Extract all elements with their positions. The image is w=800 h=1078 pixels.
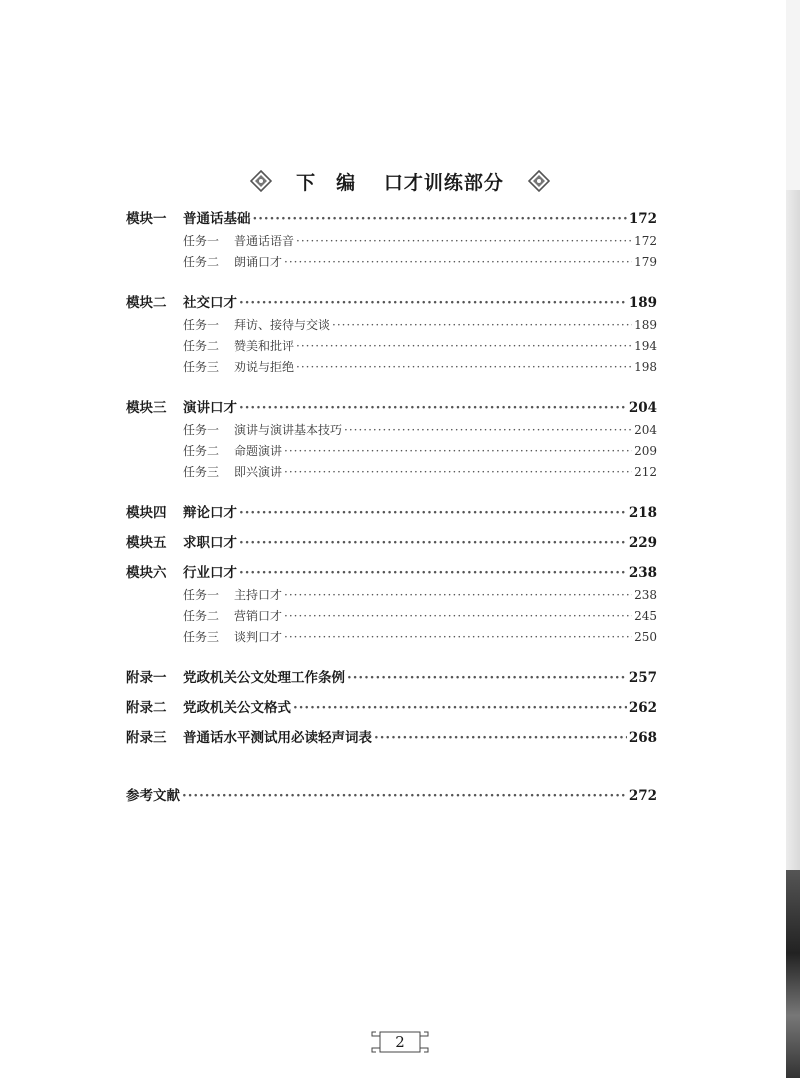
task-number: 任务三 <box>183 360 220 374</box>
task-title: 营销口才 <box>234 609 283 623</box>
leader-dots <box>284 585 632 606</box>
toc-task[interactable] <box>126 585 657 606</box>
page-edge-dark-texture <box>786 870 800 1078</box>
task-title: 赞美和批评 <box>234 339 295 353</box>
module-page: 229 <box>628 535 657 551</box>
leader-dots <box>296 357 632 378</box>
module-number: 模块四 <box>126 505 167 521</box>
task-number: 任务一 <box>183 588 220 602</box>
toc-module-5[interactable] <box>126 531 657 555</box>
task-page: 209 <box>634 444 657 458</box>
module-page: 218 <box>628 505 657 521</box>
appendix-title: 普通话水平测试用必读轻声词表 <box>183 730 372 746</box>
module-number: 模块三 <box>126 400 167 416</box>
module-number: 模块一 <box>126 211 167 227</box>
task-number: 任务二 <box>183 339 220 353</box>
task-number: 任务二 <box>183 609 220 623</box>
task-number: 任务三 <box>183 465 220 479</box>
toc-task[interactable] <box>126 315 657 336</box>
appendix-number: 附录一 <box>126 670 167 686</box>
appendix-number: 附录二 <box>126 700 167 716</box>
toc-appendix-1[interactable] <box>126 666 657 690</box>
task-page: 172 <box>634 234 657 248</box>
leader-dots <box>284 252 632 273</box>
page-number <box>368 1030 432 1054</box>
task-page: 189 <box>634 318 657 332</box>
leader-dots <box>347 666 627 690</box>
leader-dots <box>284 627 632 648</box>
module-title: 行业口才 <box>183 565 237 581</box>
appendix-page: 257 <box>628 670 657 686</box>
task-page: 250 <box>634 630 657 644</box>
leader-dots <box>293 696 627 720</box>
references-page: 272 <box>628 788 657 804</box>
task-title: 劝说与拒绝 <box>234 360 295 374</box>
toc-module-2[interactable] <box>126 291 657 315</box>
task-page: 245 <box>634 609 657 623</box>
task-page: 212 <box>634 465 657 479</box>
task-number: 任务一 <box>183 318 220 332</box>
appendix-page: 262 <box>628 700 657 716</box>
toc-task[interactable] <box>126 462 657 483</box>
leader-dots <box>284 606 632 627</box>
toc-task[interactable] <box>126 252 657 273</box>
toc-task[interactable] <box>126 231 657 252</box>
left-ornament-icon <box>250 170 272 192</box>
task-title: 命题演讲 <box>234 444 283 458</box>
module-title: 普通话基础 <box>183 211 251 227</box>
task-number: 任务三 <box>183 630 220 644</box>
page-edge-shadow <box>786 0 800 1078</box>
section-header <box>250 166 550 196</box>
toc-module-6[interactable] <box>126 561 657 585</box>
section-title <box>286 168 514 195</box>
section-part-label: 下 编 <box>296 171 357 194</box>
task-title: 拜访、接待与交谈 <box>234 318 331 332</box>
task-number: 任务一 <box>183 423 220 437</box>
module-title: 求职口才 <box>183 535 237 551</box>
module-number: 模块五 <box>126 535 167 551</box>
leader-dots <box>284 462 632 483</box>
leader-dots <box>182 784 627 808</box>
toc-task[interactable] <box>126 606 657 627</box>
task-page: 204 <box>634 423 657 437</box>
module-title: 辩论口才 <box>183 505 237 521</box>
toc-module-1[interactable] <box>126 207 657 231</box>
module-title: 演讲口才 <box>183 400 237 416</box>
appendix-page: 268 <box>628 730 657 746</box>
leader-dots <box>374 726 627 750</box>
task-title: 主持口才 <box>234 588 283 602</box>
right-ornament-icon <box>528 170 550 192</box>
module-number: 模块二 <box>126 295 167 311</box>
module-title: 社交口才 <box>183 295 237 311</box>
toc-task[interactable] <box>126 420 657 441</box>
toc-appendix-2[interactable] <box>126 696 657 720</box>
leader-dots <box>239 531 627 555</box>
table-of-contents <box>126 207 657 808</box>
module-page: 189 <box>628 295 657 311</box>
appendix-title: 党政机关公文处理工作条例 <box>183 670 345 686</box>
task-title: 朗诵口才 <box>234 255 283 269</box>
leader-dots <box>296 231 632 252</box>
leader-dots <box>253 207 627 231</box>
appendix-number: 附录三 <box>126 730 167 746</box>
task-page: 179 <box>634 255 657 269</box>
task-number: 任务二 <box>183 444 220 458</box>
leader-dots <box>239 501 627 525</box>
leader-dots <box>239 396 627 420</box>
toc-task[interactable] <box>126 627 657 648</box>
page-edge-highlight <box>786 0 800 190</box>
toc-module-3[interactable] <box>126 396 657 420</box>
toc-module-4[interactable] <box>126 501 657 525</box>
module-page: 204 <box>628 400 657 416</box>
leader-dots <box>296 336 632 357</box>
toc-references[interactable] <box>126 784 657 808</box>
task-title: 演讲与演讲基本技巧 <box>234 423 343 437</box>
toc-task[interactable] <box>126 441 657 462</box>
references-title: 参考文献 <box>126 788 180 804</box>
leader-dots <box>239 561 627 585</box>
task-page: 194 <box>634 339 657 353</box>
module-page: 172 <box>628 211 657 227</box>
task-title: 谈判口才 <box>234 630 283 644</box>
task-title: 普通话语音 <box>234 234 295 248</box>
leader-dots <box>332 315 632 336</box>
leader-dots <box>344 420 632 441</box>
leader-dots <box>239 291 627 315</box>
section-part-title: 口才训练部分 <box>383 171 504 194</box>
task-title: 即兴演讲 <box>234 465 283 479</box>
task-page: 238 <box>634 588 657 602</box>
appendix-title: 党政机关公文格式 <box>183 700 291 716</box>
module-page: 238 <box>628 565 657 581</box>
module-number: 模块六 <box>126 565 167 581</box>
toc-task[interactable] <box>126 336 657 357</box>
leader-dots <box>284 441 632 462</box>
page-number-value: 2 <box>395 1033 405 1051</box>
toc-appendix-3[interactable] <box>126 726 657 750</box>
toc-task[interactable] <box>126 357 657 378</box>
task-page: 198 <box>634 360 657 374</box>
task-number: 任务二 <box>183 255 220 269</box>
task-number: 任务一 <box>183 234 220 248</box>
